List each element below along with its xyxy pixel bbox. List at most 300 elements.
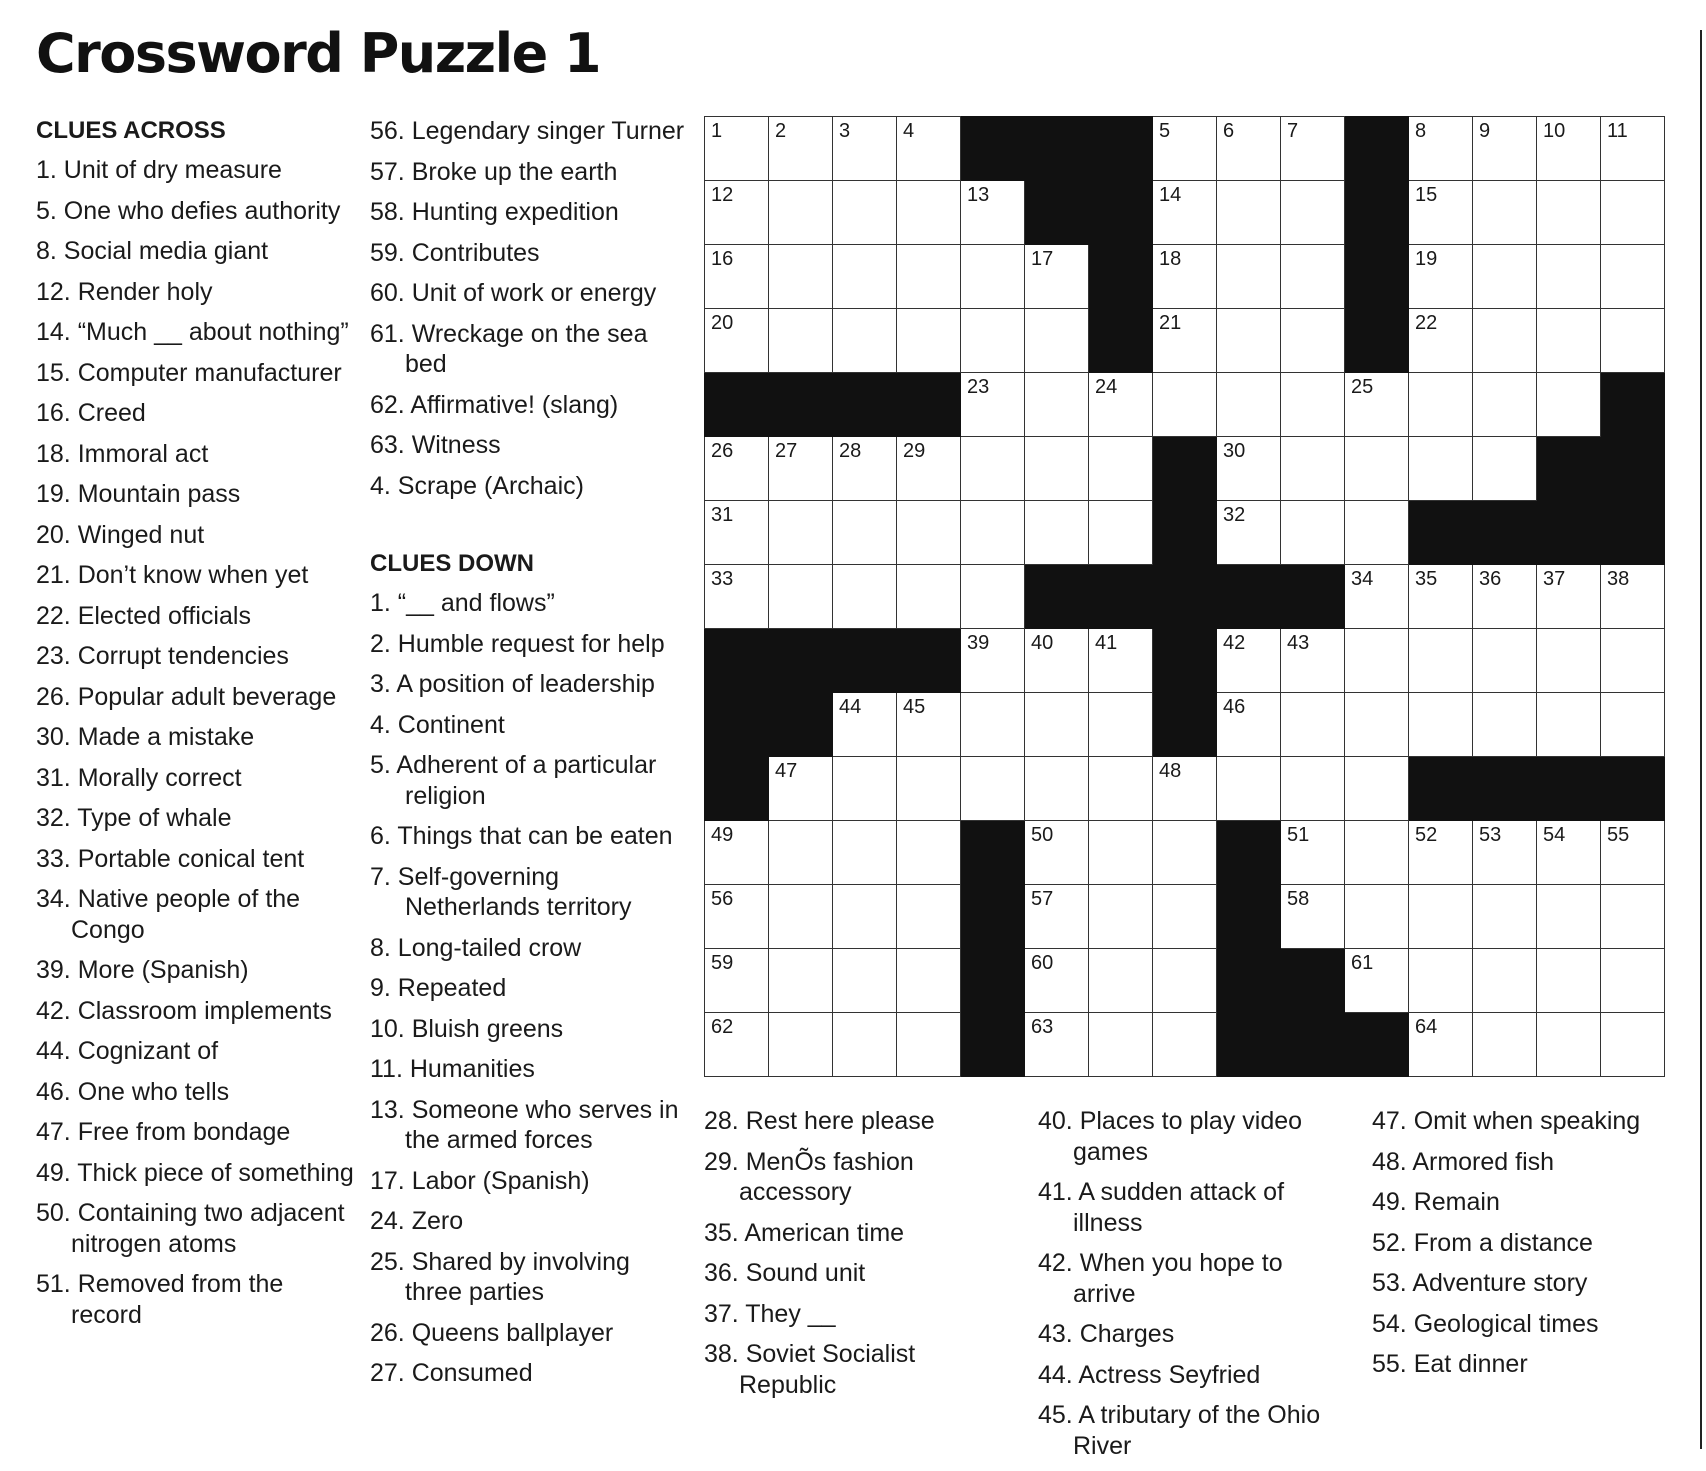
grid-cell[interactable] xyxy=(1345,565,1409,629)
grid-cell[interactable] xyxy=(1089,629,1153,693)
grid-cell[interactable] xyxy=(1345,949,1409,1013)
grid-cell[interactable] xyxy=(1409,1013,1473,1077)
grid-cell[interactable] xyxy=(1345,757,1409,821)
clue-item: 12. Render holy xyxy=(36,277,213,306)
grid-cell[interactable] xyxy=(1473,885,1537,949)
grid-cell[interactable] xyxy=(1089,949,1153,1013)
grid-cell[interactable] xyxy=(769,949,833,1013)
clue-item: 29. MenÕs fashion accessory xyxy=(704,1147,914,1206)
grid-cell[interactable] xyxy=(1473,693,1537,757)
cell-number: 26 xyxy=(711,440,734,462)
grid-cell[interactable] xyxy=(705,565,769,629)
grid-cell[interactable] xyxy=(897,437,961,501)
grid-cell[interactable] xyxy=(961,373,1025,437)
grid-cell[interactable] xyxy=(1217,245,1281,309)
grid-cell[interactable] xyxy=(1153,309,1217,373)
cell-number: 54 xyxy=(1543,824,1566,846)
grid-cell[interactable] xyxy=(1409,629,1473,693)
grid-cell[interactable] xyxy=(833,181,897,245)
clue-item: 26. Queens ballplayer xyxy=(370,1318,614,1347)
black-square xyxy=(1025,181,1089,245)
cell-number: 43 xyxy=(1287,632,1310,654)
grid-cell[interactable] xyxy=(705,885,769,949)
cell-number: 44 xyxy=(839,696,862,718)
cell-number: 37 xyxy=(1543,568,1566,590)
grid-cell[interactable] xyxy=(1089,757,1153,821)
black-square xyxy=(1601,437,1665,501)
black-square xyxy=(961,885,1025,949)
grid-cell[interactable] xyxy=(1537,1013,1601,1077)
grid-cell[interactable] xyxy=(1473,949,1537,1013)
grid-cell[interactable] xyxy=(961,629,1025,693)
grid-cell[interactable] xyxy=(1537,629,1601,693)
clue-item: 43. Charges xyxy=(1038,1320,1175,1348)
clue-item: 46. One who tells xyxy=(36,1077,230,1106)
clue-item: 47. Free from bondage xyxy=(36,1118,291,1147)
grid-cell[interactable] xyxy=(833,437,897,501)
clue-item: 47. Omit when speaking xyxy=(1372,1107,1641,1135)
cell-number: 48 xyxy=(1159,760,1182,782)
grid-cell[interactable] xyxy=(1345,501,1409,565)
grid-cell[interactable] xyxy=(1601,245,1665,309)
grid-cell[interactable] xyxy=(897,181,961,245)
grid-cell[interactable] xyxy=(1153,757,1217,821)
cell-number: 6 xyxy=(1223,120,1235,142)
black-square xyxy=(1345,117,1409,181)
clue-item: 30. Made a mistake xyxy=(36,723,255,752)
clue-item: 2. Humble request for help xyxy=(370,629,665,658)
grid-cell[interactable] xyxy=(1089,437,1153,501)
clue-item: 26. Popular adult beverage xyxy=(36,682,337,711)
clue-item: 10. Bluish greens xyxy=(370,1014,564,1043)
grid-cell[interactable] xyxy=(1153,821,1217,885)
grid-cell[interactable] xyxy=(1281,629,1345,693)
grid-cell[interactable] xyxy=(1345,885,1409,949)
grid-cell[interactable] xyxy=(1473,821,1537,885)
clue-item: 8. Long-tailed crow xyxy=(370,933,582,962)
grid-cell[interactable] xyxy=(1537,565,1601,629)
grid-cell[interactable] xyxy=(1473,437,1537,501)
grid-cell[interactable] xyxy=(769,565,833,629)
grid-cell[interactable] xyxy=(1601,565,1665,629)
grid-cell[interactable] xyxy=(1473,565,1537,629)
grid-cell[interactable] xyxy=(1025,1013,1089,1077)
cell-number: 5 xyxy=(1159,120,1171,142)
cell-number: 64 xyxy=(1415,1016,1438,1038)
grid-cell[interactable] xyxy=(833,949,897,1013)
grid-cell[interactable] xyxy=(833,885,897,949)
grid-cell[interactable] xyxy=(1281,117,1345,181)
clue-item: 7. Self-governing Netherlands territory xyxy=(370,862,632,922)
grid-cell[interactable] xyxy=(1409,437,1473,501)
black-square xyxy=(1217,885,1281,949)
cell-number: 46 xyxy=(1223,696,1246,718)
grid-cell[interactable] xyxy=(1473,629,1537,693)
cell-number: 41 xyxy=(1095,632,1118,654)
black-square xyxy=(961,821,1025,885)
black-square xyxy=(1409,757,1473,821)
cell-number: 47 xyxy=(775,760,798,782)
clue-item: 17. Labor (Spanish) xyxy=(370,1166,590,1195)
clue-item: 24. Zero xyxy=(370,1207,464,1236)
black-square xyxy=(1089,181,1153,245)
clue-item: 5. One who defies authority xyxy=(36,196,341,225)
grid-row xyxy=(705,565,1665,629)
grid-cell[interactable] xyxy=(1153,181,1217,245)
grid-cell[interactable] xyxy=(1601,693,1665,757)
grid-cell[interactable] xyxy=(1601,821,1665,885)
cell-number: 27 xyxy=(775,440,798,462)
black-square xyxy=(1537,501,1601,565)
grid-cell[interactable] xyxy=(1025,949,1089,1013)
clue-item: 21. Don’t know when yet xyxy=(36,561,309,590)
cell-number: 23 xyxy=(967,376,990,398)
black-square xyxy=(1217,949,1281,1013)
clues-column-2 xyxy=(370,116,685,1399)
cell-number: 1 xyxy=(711,120,723,142)
grid-cell[interactable] xyxy=(1025,693,1089,757)
clue-item: 1. Unit of dry measure xyxy=(36,156,282,185)
cell-number: 12 xyxy=(711,184,734,206)
grid-cell[interactable] xyxy=(1409,693,1473,757)
grid-cell[interactable] xyxy=(1217,629,1281,693)
grid-cell[interactable] xyxy=(1473,373,1537,437)
cell-number: 7 xyxy=(1287,120,1299,142)
cell-number: 50 xyxy=(1031,824,1054,846)
clues-column-5 xyxy=(1372,1106,1682,1390)
grid-cell[interactable] xyxy=(897,757,961,821)
clue-item: 44. Actress Seyfried xyxy=(1038,1360,1261,1389)
clues-heading: CLUES DOWN xyxy=(370,550,534,577)
grid-cell[interactable] xyxy=(897,821,961,885)
clue-item: 4. Scrape (Archaic) xyxy=(370,471,584,500)
cell-number: 34 xyxy=(1351,568,1374,590)
grid-cell[interactable] xyxy=(1537,693,1601,757)
clue-item: 18. Immoral act xyxy=(36,439,209,468)
grid-cell[interactable] xyxy=(961,501,1025,565)
grid-cell[interactable] xyxy=(1153,1013,1217,1077)
grid-cell[interactable] xyxy=(1409,373,1473,437)
black-square xyxy=(1601,757,1665,821)
black-square xyxy=(1601,373,1665,437)
cell-number: 38 xyxy=(1607,568,1630,590)
grid-cell[interactable] xyxy=(1537,949,1601,1013)
grid-cell[interactable] xyxy=(1345,693,1409,757)
clue-item: 42. Classroom implements xyxy=(36,996,332,1025)
grid-cell[interactable] xyxy=(961,565,1025,629)
grid-cell[interactable] xyxy=(705,821,769,885)
grid-cell[interactable] xyxy=(1281,821,1345,885)
black-square xyxy=(705,629,769,693)
grid-cell[interactable] xyxy=(961,309,1025,373)
grid-row xyxy=(705,245,1665,309)
grid-cell[interactable] xyxy=(1473,309,1537,373)
clue-item: 31. Morally correct xyxy=(36,763,242,792)
grid-cell[interactable] xyxy=(1281,309,1345,373)
grid-cell[interactable] xyxy=(1089,885,1153,949)
cell-number: 15 xyxy=(1415,184,1438,206)
grid-cell[interactable] xyxy=(833,1013,897,1077)
grid-cell[interactable] xyxy=(897,245,961,309)
clue-item: 40. Places to play video games xyxy=(1038,1107,1303,1166)
grid-cell[interactable] xyxy=(961,181,1025,245)
clue-item: 39. More (Spanish) xyxy=(36,956,249,985)
grid-cell[interactable] xyxy=(1345,373,1409,437)
grid-cell[interactable] xyxy=(833,245,897,309)
clue-item: 34. Native people of the Congo xyxy=(36,885,301,944)
grid-cell[interactable] xyxy=(897,693,961,757)
grid-cell[interactable] xyxy=(1601,1013,1665,1077)
grid-cell[interactable] xyxy=(961,245,1025,309)
grid-cell[interactable] xyxy=(1089,1013,1153,1077)
grid-cell[interactable] xyxy=(833,821,897,885)
grid-cell[interactable] xyxy=(1537,373,1601,437)
grid-cell[interactable] xyxy=(1345,629,1409,693)
clue-item: 53. Adventure story xyxy=(1372,1269,1588,1297)
section-gap xyxy=(370,511,685,549)
grid-cell[interactable] xyxy=(1409,117,1473,181)
grid-cell[interactable] xyxy=(1537,181,1601,245)
clue-item: 49. Thick piece of something xyxy=(36,1158,354,1187)
grid-cell[interactable] xyxy=(833,117,897,181)
black-square xyxy=(769,629,833,693)
clue-item: 61. Wreckage on the sea bed xyxy=(370,319,648,378)
grid-cell[interactable] xyxy=(1281,437,1345,501)
clue-item: 28. Rest here please xyxy=(704,1107,935,1135)
grid-cell[interactable] xyxy=(1409,821,1473,885)
grid-cell[interactable] xyxy=(1409,309,1473,373)
grid-cell[interactable] xyxy=(1025,501,1089,565)
grid-cell[interactable] xyxy=(1153,373,1217,437)
grid-cell[interactable] xyxy=(1153,885,1217,949)
grid-cell[interactable] xyxy=(1601,309,1665,373)
grid-cell[interactable] xyxy=(1153,117,1217,181)
black-square xyxy=(1089,245,1153,309)
black-square xyxy=(1537,437,1601,501)
black-square xyxy=(1089,117,1153,181)
cell-number: 21 xyxy=(1159,312,1182,334)
grid-cell[interactable] xyxy=(1217,117,1281,181)
grid-cell[interactable] xyxy=(1025,373,1089,437)
black-square xyxy=(1217,821,1281,885)
grid-cell[interactable] xyxy=(1089,501,1153,565)
page-title: Crossword Puzzle 1 xyxy=(36,22,601,85)
black-square xyxy=(1601,501,1665,565)
grid-cell[interactable] xyxy=(1281,885,1345,949)
black-square xyxy=(897,629,961,693)
clue-item: 44. Cognizant of xyxy=(36,1037,219,1066)
grid-cell[interactable] xyxy=(1537,309,1601,373)
grid-cell[interactable] xyxy=(1217,437,1281,501)
cell-number: 40 xyxy=(1031,632,1054,654)
grid-cell[interactable] xyxy=(1217,693,1281,757)
grid-cell[interactable] xyxy=(705,501,769,565)
grid-cell[interactable] xyxy=(1281,757,1345,821)
cell-number: 59 xyxy=(711,952,734,974)
grid-cell[interactable] xyxy=(1025,885,1089,949)
clue-item: 48. Armored fish xyxy=(1372,1147,1555,1176)
grid-cell[interactable] xyxy=(705,117,769,181)
grid-cell[interactable] xyxy=(1409,949,1473,1013)
grid-cell[interactable] xyxy=(705,309,769,373)
black-square xyxy=(961,949,1025,1013)
grid-cell[interactable] xyxy=(1281,373,1345,437)
black-square xyxy=(769,373,833,437)
grid-cell[interactable] xyxy=(1537,245,1601,309)
grid-cell[interactable] xyxy=(1217,501,1281,565)
clue-item: 8. Social media giant xyxy=(36,237,269,266)
grid-cell[interactable] xyxy=(705,437,769,501)
grid-cell[interactable] xyxy=(1537,117,1601,181)
clue-item: 38. Soviet Socialist Republic xyxy=(704,1340,916,1399)
grid-cell[interactable] xyxy=(705,1013,769,1077)
grid-cell[interactable] xyxy=(1281,181,1345,245)
grid-cell[interactable] xyxy=(705,181,769,245)
grid-cell[interactable] xyxy=(833,693,897,757)
grid-cell[interactable] xyxy=(897,501,961,565)
clues-column-1 xyxy=(36,116,356,1340)
cell-number: 22 xyxy=(1415,312,1438,334)
clue-item: 1. “__ and flows” xyxy=(370,589,555,618)
grid-cell[interactable] xyxy=(1601,949,1665,1013)
grid-cell[interactable] xyxy=(1025,437,1089,501)
clues-column-3 xyxy=(704,1106,1014,1410)
grid-cell[interactable] xyxy=(897,565,961,629)
clue-item: 16. Creed xyxy=(36,399,146,428)
clue-item: 45. A tributary of the Ohio River xyxy=(1038,1401,1321,1460)
cell-number: 24 xyxy=(1095,376,1118,398)
grid-cell[interactable] xyxy=(1217,309,1281,373)
grid-cell[interactable] xyxy=(769,821,833,885)
grid-cell[interactable] xyxy=(769,757,833,821)
grid-cell[interactable] xyxy=(1473,181,1537,245)
grid-cell[interactable] xyxy=(897,309,961,373)
black-square xyxy=(1345,245,1409,309)
grid-cell[interactable] xyxy=(1281,245,1345,309)
grid-cell[interactable] xyxy=(705,245,769,309)
cell-number: 53 xyxy=(1479,824,1502,846)
clue-item: 52. From a distance xyxy=(1372,1228,1593,1257)
grid-cell[interactable] xyxy=(833,501,897,565)
cell-number: 55 xyxy=(1607,824,1630,846)
clue-item: 4. Continent xyxy=(370,710,505,739)
black-square xyxy=(961,117,1025,181)
grid-row xyxy=(705,757,1665,821)
clue-item: 50. Containing two adjacent nitrogen atoms xyxy=(36,1199,345,1258)
cell-number: 3 xyxy=(839,120,851,142)
grid-cell[interactable] xyxy=(769,117,833,181)
cell-number: 4 xyxy=(903,120,915,142)
grid-cell[interactable] xyxy=(897,117,961,181)
grid-cell[interactable] xyxy=(1409,245,1473,309)
grid-cell[interactable] xyxy=(769,181,833,245)
black-square xyxy=(1153,501,1217,565)
grid-cell[interactable] xyxy=(1601,117,1665,181)
grid-cell[interactable] xyxy=(1025,245,1089,309)
grid-cell[interactable] xyxy=(1345,821,1409,885)
cell-number: 49 xyxy=(711,824,734,846)
grid-cell[interactable] xyxy=(1601,181,1665,245)
grid-cell[interactable] xyxy=(1473,117,1537,181)
grid-cell[interactable] xyxy=(1153,949,1217,1013)
grid-cell[interactable] xyxy=(1473,1013,1537,1077)
grid-row xyxy=(705,117,1665,181)
grid-cell[interactable] xyxy=(1409,885,1473,949)
black-square xyxy=(1345,1013,1409,1077)
grid-cell[interactable] xyxy=(897,1013,961,1077)
grid-cell[interactable] xyxy=(897,885,961,949)
grid-cell[interactable] xyxy=(961,757,1025,821)
cell-number: 2 xyxy=(775,120,787,142)
grid-cell[interactable] xyxy=(1217,181,1281,245)
clue-item: 14. “Much __ about nothing” xyxy=(36,318,349,347)
grid-cell[interactable] xyxy=(1217,373,1281,437)
grid-cell[interactable] xyxy=(1217,757,1281,821)
grid-row xyxy=(705,1013,1665,1077)
grid-cell[interactable] xyxy=(769,309,833,373)
grid-cell[interactable] xyxy=(1089,373,1153,437)
clue-item: 63. Witness xyxy=(370,431,501,459)
grid-cell[interactable] xyxy=(1281,693,1345,757)
grid-cell[interactable] xyxy=(1409,565,1473,629)
black-square xyxy=(1473,501,1537,565)
grid-cell[interactable] xyxy=(833,309,897,373)
cell-number: 42 xyxy=(1223,632,1246,654)
grid-cell[interactable] xyxy=(769,437,833,501)
clue-item: 13. Someone who serves in the armed forces xyxy=(370,1095,679,1155)
cell-number: 52 xyxy=(1415,824,1438,846)
clue-item: 20. Winged nut xyxy=(36,520,205,549)
grid-cell[interactable] xyxy=(769,885,833,949)
black-square xyxy=(1153,629,1217,693)
grid-cell[interactable] xyxy=(769,245,833,309)
clue-item: 49. Remain xyxy=(1372,1188,1500,1216)
grid-cell[interactable] xyxy=(833,565,897,629)
clue-item: 22. Elected officials xyxy=(36,601,251,630)
grid-cell[interactable] xyxy=(1473,245,1537,309)
grid-cell[interactable] xyxy=(1345,437,1409,501)
clue-item: 58. Hunting expedition xyxy=(370,198,619,226)
grid-cell[interactable] xyxy=(897,949,961,1013)
grid-cell[interactable] xyxy=(833,757,897,821)
clue-item: 55. Eat dinner xyxy=(1372,1350,1528,1378)
grid-cell[interactable] xyxy=(1089,821,1153,885)
grid-cell[interactable] xyxy=(1089,693,1153,757)
grid-cell[interactable] xyxy=(705,949,769,1013)
grid-cell[interactable] xyxy=(1025,757,1089,821)
black-square xyxy=(897,373,961,437)
grid-row xyxy=(705,821,1665,885)
grid-cell[interactable] xyxy=(1025,629,1089,693)
grid-cell[interactable] xyxy=(1153,245,1217,309)
grid-cell[interactable] xyxy=(1409,181,1473,245)
grid-cell[interactable] xyxy=(1537,885,1601,949)
grid-cell[interactable] xyxy=(961,693,1025,757)
grid-cell[interactable] xyxy=(961,437,1025,501)
clue-item: 51. Removed from the record xyxy=(36,1270,284,1329)
grid-cell[interactable] xyxy=(1601,885,1665,949)
grid-row xyxy=(705,501,1665,565)
grid-cell[interactable] xyxy=(769,1013,833,1077)
grid-cell[interactable] xyxy=(1281,501,1345,565)
grid-row xyxy=(705,373,1665,437)
grid-cell[interactable] xyxy=(769,501,833,565)
grid-cell[interactable] xyxy=(1537,821,1601,885)
cell-number: 32 xyxy=(1223,504,1246,526)
grid-cell[interactable] xyxy=(1601,629,1665,693)
grid-cell[interactable] xyxy=(1025,821,1089,885)
grid-cell[interactable] xyxy=(1025,309,1089,373)
